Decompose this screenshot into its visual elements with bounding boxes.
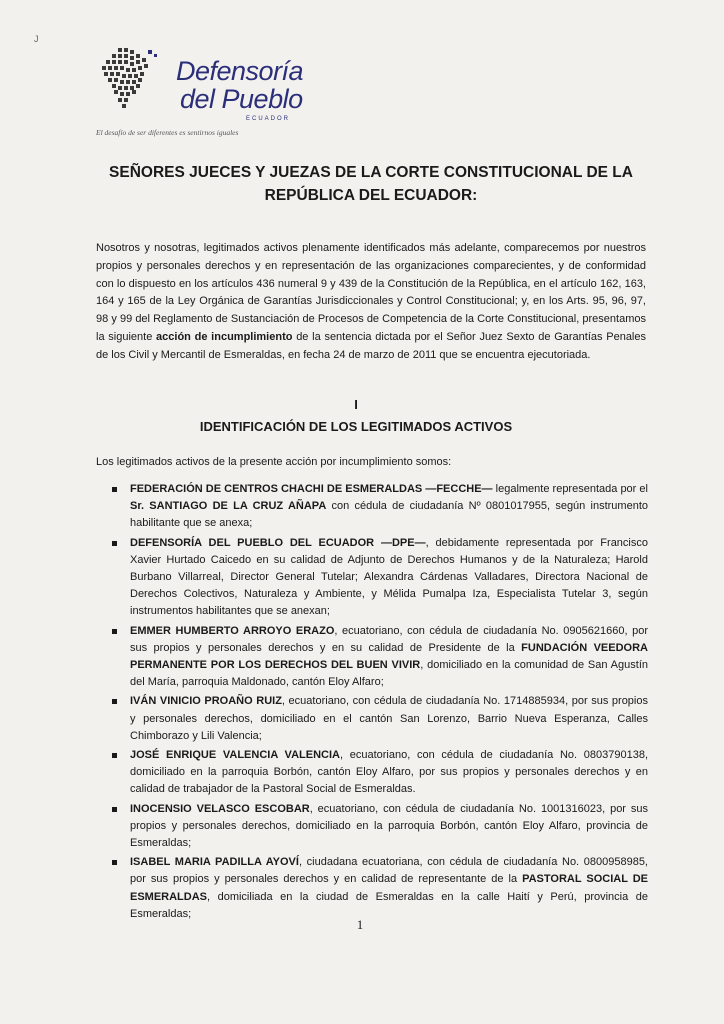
bold-text-run: acción de incumplimiento	[156, 330, 293, 343]
list-item	[112, 693, 648, 745]
bold-text-run: EMMER HUMBERTO ARROYO ERAZO	[130, 624, 335, 637]
text-run: , ecuatoriano, con cédula de ciudadanía No. 0905621660, por sus propios y personales derechos y en su calidad de Presidente de la	[130, 624, 648, 654]
list-item	[112, 747, 648, 799]
bullet-icon	[112, 629, 117, 634]
page-number: 1	[356, 917, 364, 932]
bullet-icon	[112, 753, 117, 758]
section-title: IDENTIFICACIÓN DE LOS LEGITIMADOS ACTIVOS	[199, 419, 513, 434]
list-item	[112, 481, 648, 533]
bold-text-run: FEDERACIÓN DE CENTROS CHACHI DE ESMERALDAS —FECCHE—	[130, 483, 493, 495]
section-number: I	[354, 397, 358, 412]
bold-text-run: FUNDACIÓN VEEDORA PERMANENTE POR LOS DERECHOS DEL BUEN VIVIR	[130, 641, 648, 672]
text-run: legalmente representada por el	[492, 483, 648, 495]
bold-text-run: DEFENSORÍA DEL PUEBLO DEL ECUADOR —DPE—	[130, 536, 426, 549]
text-run: , domiciliada en la ciudad de Esmeraldas en la calle Haití y Perú, provincia de Esmeraldas;	[130, 890, 648, 920]
logo-text-defensoria: Defensoría	[176, 56, 304, 86]
section-lead: Los legitimados activos de la presente acción por incumplimiento somos:	[96, 456, 452, 468]
logo-text-del-pueblo: del Pueblo	[180, 84, 303, 114]
bold-text-run: INOCENSIO VELASCO ESCOBAR	[130, 802, 310, 815]
logo-text-ecuador: ECUADOR	[246, 116, 291, 122]
bold-text-run: IVÁN VINICIO PROAÑO RUIZ	[130, 695, 282, 708]
list-item	[112, 801, 648, 853]
text-run: , ecuatoriano, con cédula de ciudadanía No. 1001316023, por sus propios y personales derechos, domiciliado en la parroquia Borbón, cantón Eloy Alfaro, provincia de Esmeraldas;	[130, 802, 648, 850]
bullet-icon	[112, 860, 117, 865]
ecuador-dots-icon	[96, 46, 174, 122]
bold-text-run: ISABEL MARIA PADILLA AYOVÍ	[130, 856, 299, 869]
text-run: , debidamente representada por Francisco Xavier Hurtado Caicedo en su calidad de Adjunto de Derechos Humanos y de la Naturaleza; Harold Burbano Villarreal, Director General Tutelar; Alexandra Cárdenas Valladares, Directora Nacional de Derechos Colectivos, Naturaleza y Ambiente, y Mélida Pumalpa Iza, Especialista Tutelar 3, según instrumentos habilitantes que se anexan;	[130, 536, 648, 618]
bullet-icon	[112, 487, 117, 492]
list-item	[112, 854, 648, 923]
legitimados-list	[112, 481, 648, 925]
list-item	[112, 535, 648, 621]
bold-text-run: JOSÉ ENRIQUE VALENCIA VALENCIA	[130, 749, 340, 762]
intro-paragraph	[96, 240, 646, 365]
defensoria-logo	[96, 44, 336, 144]
document-title: SEÑORES JUECES Y JUEZAS DE LA CORTE CONSTITUCIONAL DE LA REPÚBLICA DEL ECUADOR:	[109, 164, 633, 204]
logo-slogan: El desafío de ser diferentes es sentirnos iguales	[96, 128, 239, 137]
bullet-icon	[112, 699, 117, 704]
text-run: de la sentencia dictada por el Señor Juez Sexto de Garantías Penales de los Civil y Mercantil de Esmeraldas, en fecha 24 de marzo de 2011 que se encuentra ejecutoriada.	[96, 330, 646, 361]
bullet-icon	[112, 541, 117, 546]
text-run: , ecuatoriano, con cédula de ciudadanía No. 0803790138, domiciliado en la parroquia Borbón, cantón Eloy Alfaro, por sus propios y personales derechos y en calidad de trabajador de la Pastoral Social de Esmeraldas.	[130, 749, 648, 796]
text-run: , ecuatoriano, con cédula de ciudadanía No. 1714885934, por sus propios y personales derechos, domiciliado en el cantón San Lorenzo, Barrio Nueva Esperanza, Calles Chimborazo y Lili Valencia;	[130, 695, 648, 742]
text-run: , domiciliado en la comunidad de San Agustín del María, parroquia Maldonado, cantón Eloy Alfaro;	[130, 659, 648, 689]
bold-text-run: PASTORAL SOCIAL DE ESMERALDAS	[130, 873, 648, 903]
list-item	[112, 623, 648, 692]
bullet-icon	[112, 807, 117, 812]
text-run: , ciudadana ecuatoriana, con cédula de ciudadanía No. 0800958985, por sus propios y personales derechos y en calidad de representante de la	[130, 856, 648, 886]
corner-mark: J	[34, 34, 39, 44]
text-run: Nosotros y nosotras, legitimados activos plenamente identificados más adelante, comparecemos por nuestros propios y personales derechos y en representación de las organizaciones comparecientes, y de conformidad con lo dispuesto en los artículos 436 numeral 9 y 439 de la Constitución de la República, en el artículo 162, 163, 164 y 165 de la Ley Orgánica de Garantías Jurisdiccionales y Control Constitucional; y, en los Arts. 95, 96, 97, 98 y 99 del Reglamento de Sustanciación de Procesos de Competencia de la Corte Constitucional, presentamos la siguiente	[96, 242, 646, 343]
bold-text-run: Sr. SANTIAGO DE LA CRUZ AÑAPA	[130, 500, 327, 513]
text-run: con cédula de ciudadanía Nº 0801017955, según instrumento habilitante que se anexa;	[130, 500, 648, 530]
